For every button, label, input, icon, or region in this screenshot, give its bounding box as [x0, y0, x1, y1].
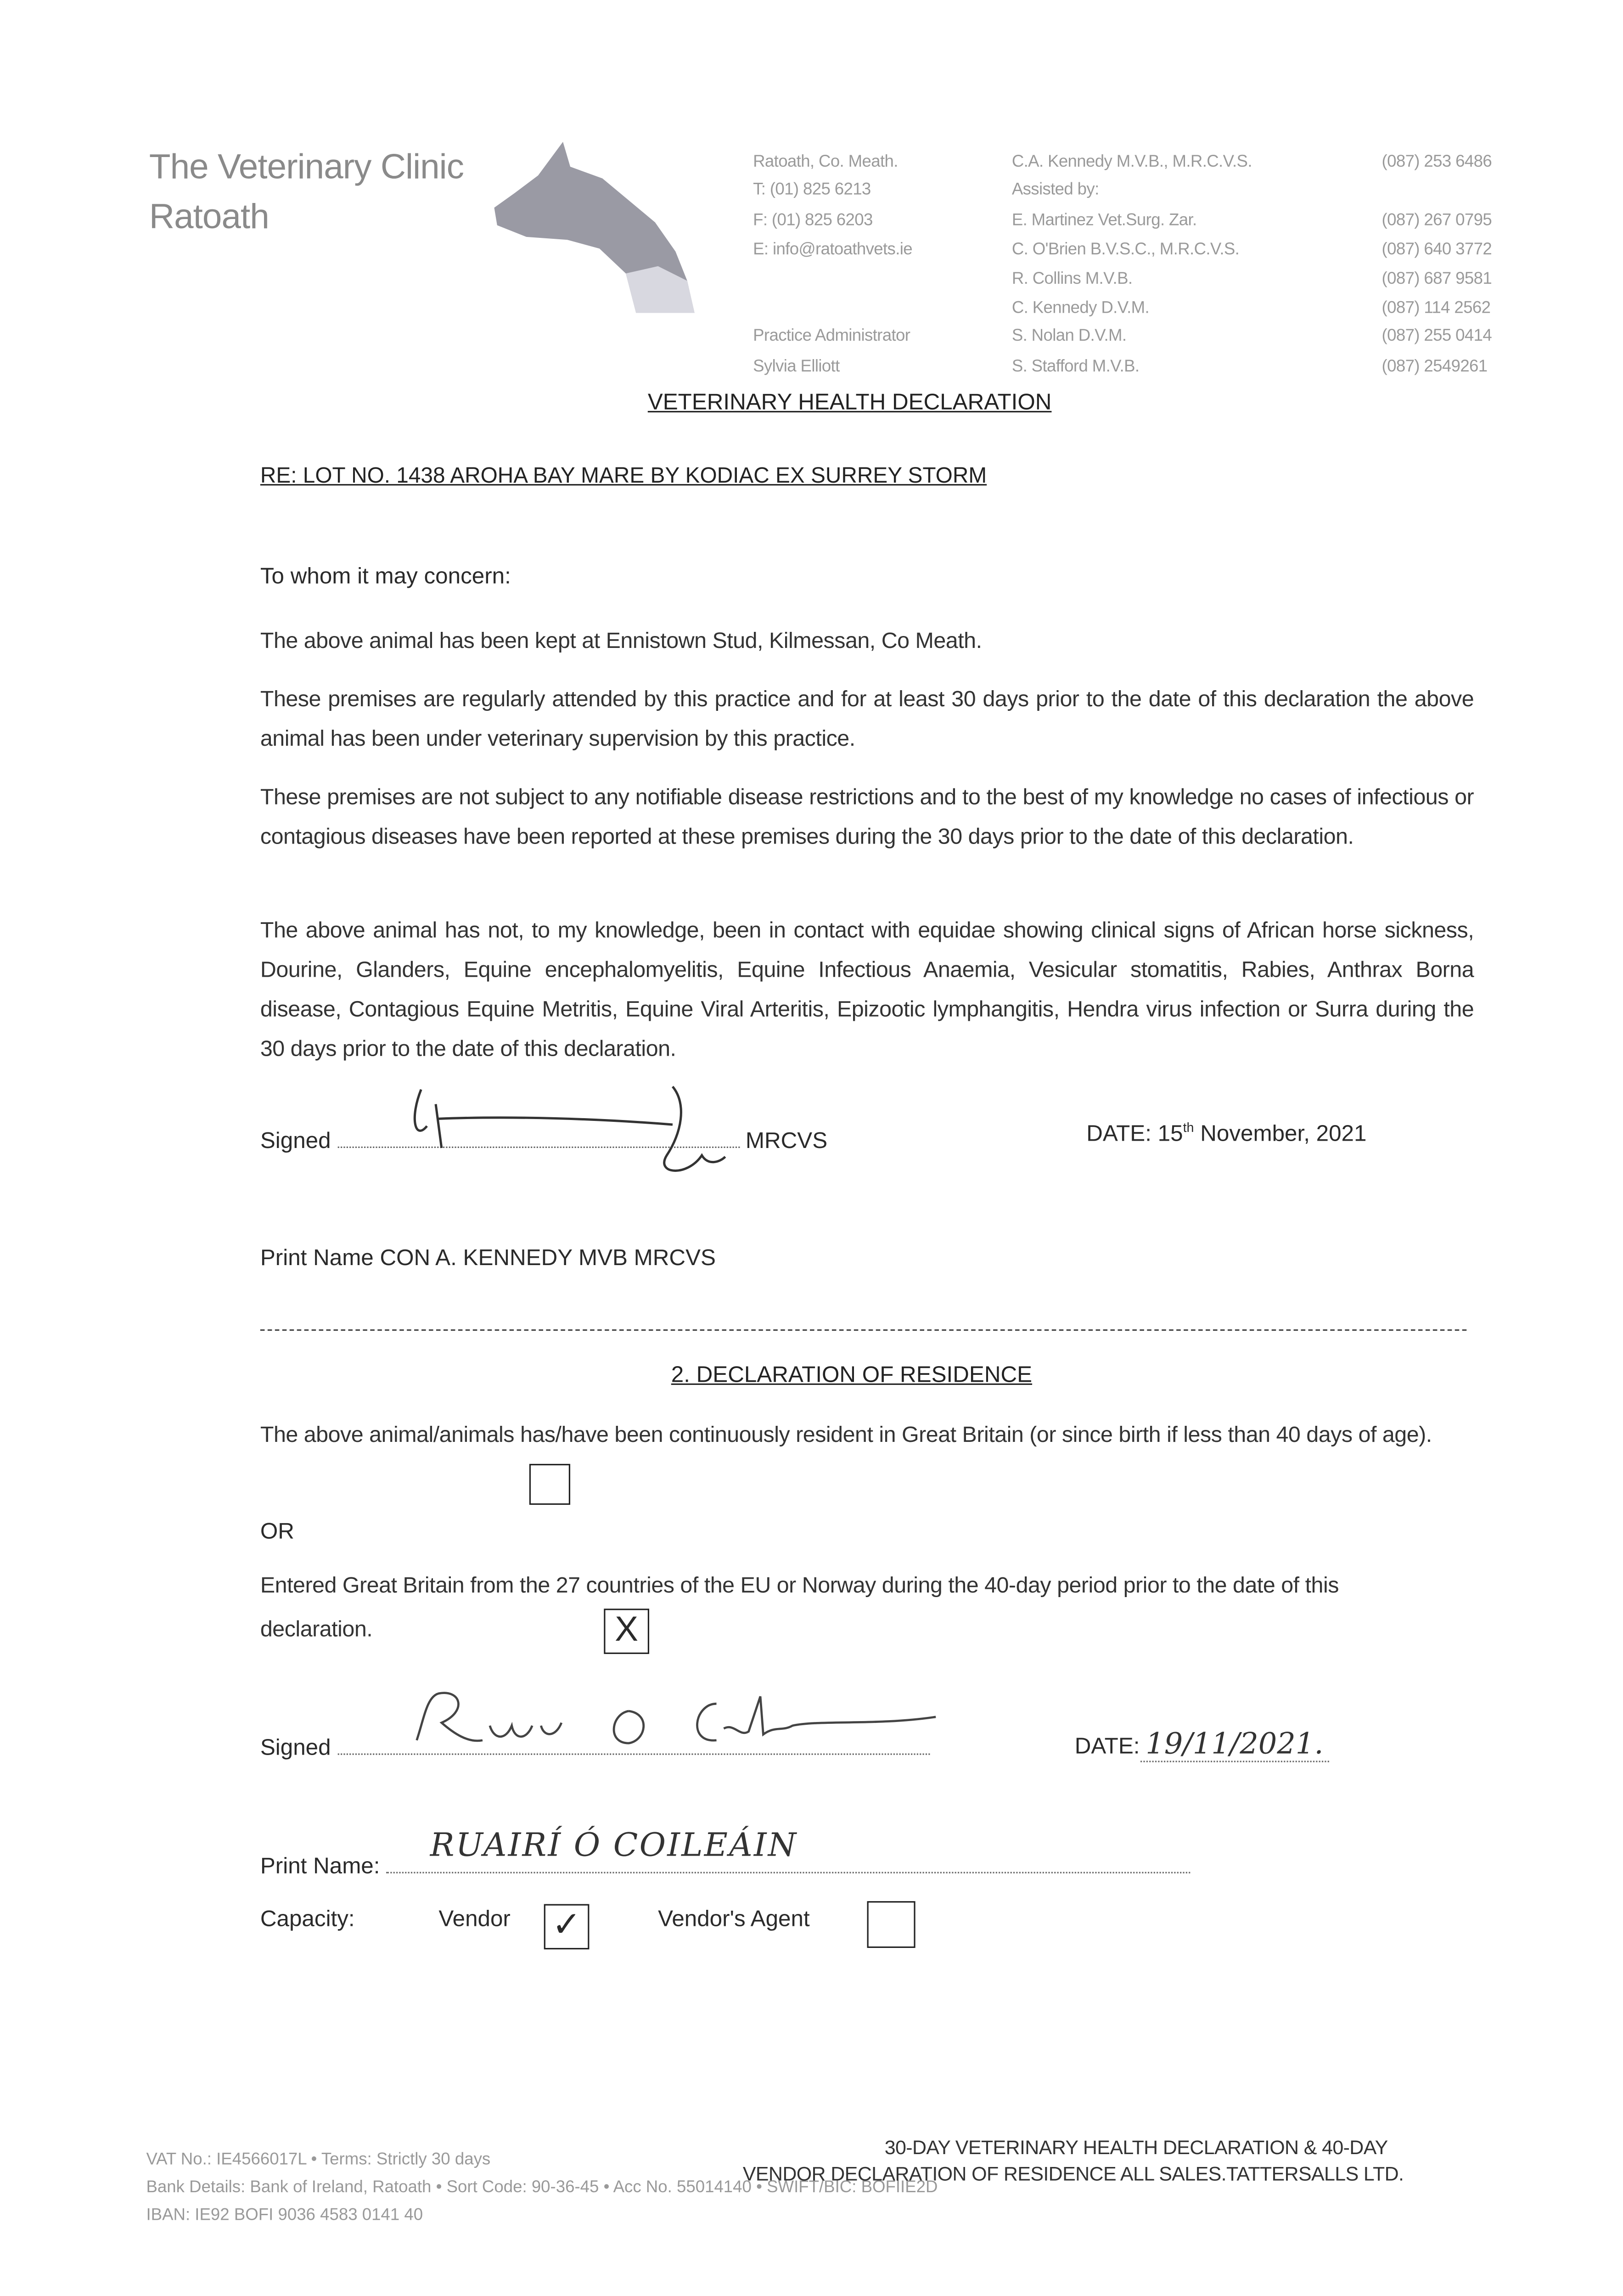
date-suffix: th [1183, 1120, 1194, 1135]
footer-iban: IBAN: IE92 BOFI 9036 4583 0141 40 [146, 2206, 423, 2224]
paragraph-diseases: The above animal has not, to my knowledge, been in contact with equidae showing clinical signs of African horse sickness, Dourine, Glanders, Equine encephalomyelitis, Equine Infectious Anaemia, Vesicular stomatitis, Rabies, Anthrax Borna disease, Contagious Equine Metritis, Equine Viral Arteritis, Epizootic lymphangitis, Hendra virus infection or Surra during the 30 days prior to the date of this declaration. [260, 918, 1474, 1062]
footer-vat: VAT No.: IE4566017L • Terms: Strictly 30 days [146, 2151, 491, 2169]
lot-reference: RE: LOT NO. 1438 AROHA BAY MARE BY KODIAC EX SURREY STORM [260, 463, 987, 489]
vet-phone: (087) 255 0414 [1382, 327, 1492, 345]
vet-signature [395, 1075, 775, 1185]
clinic-town: Ratoath [149, 197, 269, 237]
vendor-agent-checkbox[interactable] [867, 1901, 915, 1948]
footer-bank: Bank Details: Bank of Ireland, Ratoath • Sort Code: 90-36-45 • Acc No. 55014140 • SWIFT/BIC: BOFIIE2D [146, 2179, 938, 2197]
print-name-label: Print Name: [260, 1854, 380, 1880]
entered-checkbox[interactable]: X [604, 1609, 649, 1654]
print-name-value: RUAIRÍ Ó COILEÁIN [430, 1828, 798, 1865]
vendor-label: Vendor [438, 1907, 511, 1932]
date-value: 19/11/2021. [1140, 1726, 1329, 1762]
print-name-dots [386, 1828, 1191, 1874]
vet-date [1086, 1120, 1366, 1148]
email-line: E: info@ratoathvets.ie [753, 241, 913, 259]
footer-doc-title-1: 30-DAY VETERINARY HEALTH DECLARATION & 40-DAY [884, 2136, 1388, 2159]
vet-print-name: Print Name CON A. KENNEDY MVB MRCVS [260, 1246, 716, 1271]
capacity-label: Capacity: [260, 1907, 355, 1932]
option-resident: The above animal/animals has/have been continuously resident in Great Britain (or since birth if less than 40 days of age). [260, 1423, 1432, 1448]
vendor-print-line [260, 1828, 1191, 1881]
option-entered: Entered Great Britain from the 27 countries of the EU or Norway during the 40-day period prior to the date of this declaration. [260, 1573, 1339, 1643]
vet-name: S. Nolan D.V.M. [1011, 327, 1127, 345]
phone-line: T: (01) 825 6213 [753, 181, 871, 199]
date-label: DATE: 15 [1086, 1122, 1183, 1147]
signed-label: Signed [260, 1736, 331, 1761]
vet-assisted: Assisted by: [1011, 181, 1099, 199]
vet-name: C. Kennedy D.V.M. [1011, 299, 1150, 318]
vet-name: E. Martinez Vet.Surg. Zar. [1011, 212, 1197, 230]
vet-name: S. Stafford M.V.B. [1011, 358, 1140, 376]
vet-phone: (087) 640 3772 [1382, 241, 1492, 259]
resident-checkbox[interactable] [529, 1464, 570, 1505]
vendor-checkbox[interactable]: ✓ [544, 1904, 590, 1949]
vet-phone: (087) 687 9581 [1382, 270, 1492, 288]
paragraph-restrictions: These premises are not subject to any notifiable disease restrictions and to the best of my knowledge no cases of infectious or contagious diseases have been reported at these premises during the 30 days prior to the date of this declaration. [260, 785, 1474, 850]
vet-name: C. O'Brien B.V.S.C., M.R.C.V.S. [1011, 241, 1240, 259]
footer-doc-title-2: VENDOR DECLARATION OF RESIDENCE ALL SALES.TATTERSALLS LTD. [742, 2163, 1404, 2185]
vet-phone: (087) 267 0795 [1382, 212, 1492, 230]
mrcvs-label: MRCVS [745, 1129, 828, 1154]
clinic-name: The Veterinary Clinic [149, 147, 464, 187]
vet-phone: (087) 2549261 [1382, 358, 1488, 376]
admin-label: Practice Administrator [753, 327, 910, 345]
residence-title: 2. DECLARATION OF RESIDENCE [671, 1363, 1033, 1388]
paragraph-location: The above animal has been kept at Ennistown Stud, Kilmessan, Co Meath. [260, 629, 982, 654]
vet-phone: (087) 114 2562 [1382, 299, 1491, 318]
fax-line: F: (01) 825 6203 [753, 212, 873, 230]
vendor-date [1075, 1726, 1330, 1761]
or-label: OR [260, 1519, 294, 1545]
vendor-signature [410, 1682, 950, 1762]
vet-name: C.A. Kennedy M.V.B., M.R.C.V.S. [1011, 153, 1252, 171]
vet-phone: (087) 253 6486 [1382, 153, 1492, 171]
salutation: To whom it may concern: [260, 564, 511, 590]
date-value: November, 2021 [1194, 1122, 1367, 1147]
signed-label: Signed [260, 1129, 331, 1154]
date-label: DATE: [1074, 1734, 1140, 1760]
vendor-agent-label: Vendor's Agent [658, 1907, 810, 1932]
horse-head-logo [483, 135, 709, 317]
admin-name: Sylvia Elliott [753, 358, 840, 376]
vet-name: R. Collins M.V.B. [1011, 270, 1133, 288]
paragraph-supervision: These premises are regularly attended by this practice and for at least 30 days prior to the date of this declaration the above animal has been under veterinary supervision by this practice. [260, 687, 1474, 752]
document-title: VETERINARY HEALTH DECLARATION [647, 390, 1052, 416]
section-divider [260, 1329, 1466, 1331]
address-line: Ratoath, Co. Meath. [753, 153, 898, 171]
